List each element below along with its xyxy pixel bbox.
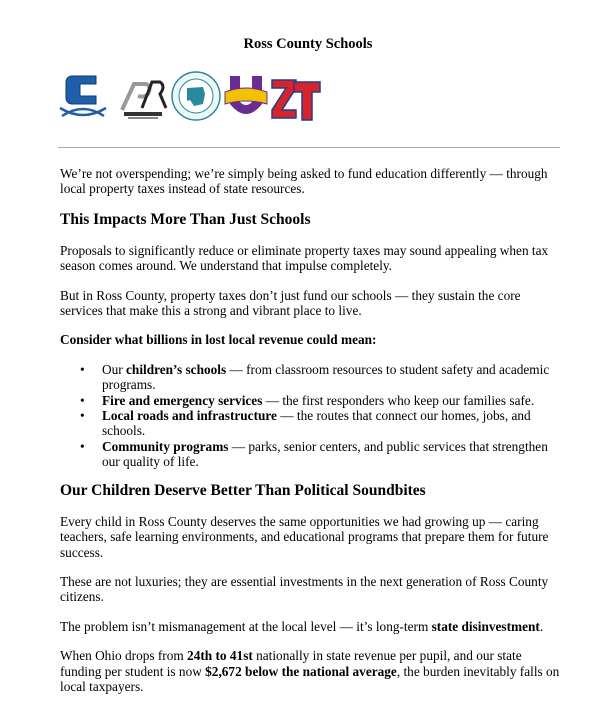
ross-pike-esc-logo <box>170 70 222 122</box>
list-item-community: • Community programs — parks, senior centers, and public services that strengthen our quality of life. <box>80 438 548 470</box>
paragraph-property-taxes: But in Ross County, property taxes don’t just fund our schools — they sustain the core services that make this a strong and vibrant place to live. <box>60 287 521 319</box>
paragraph-problem: The problem isn’t mismanagement at the local level — it’s long-term state disinvestment. <box>60 618 544 634</box>
bullet-icon: • <box>80 392 85 408</box>
bullet-icon: • <box>80 438 85 454</box>
paragraph-ohio-drops: When Ohio drops from 24th to 41st nationally in state revenue per pupil, and our state funding per student is now $2,672 below the national average, the burden inevitably falls on local taxpayers. <box>60 648 560 694</box>
horizontal-divider <box>58 147 560 148</box>
pickaway-ross-logo <box>116 76 168 122</box>
document-title: Ross County Schools <box>243 36 373 52</box>
list-item-fire: • Fire and emergency services — the first responders who keep our families safe. <box>80 392 535 408</box>
section-heading-impacts: This Impacts More Than Just Schools <box>60 210 311 228</box>
bullet-icon: • <box>80 361 85 377</box>
chillicothe-c-logo <box>58 68 108 124</box>
bullet-icon: • <box>80 408 85 424</box>
document-body <box>60 166 562 694</box>
paragraph-not-luxuries: These are not luxuries; they are essential investments in the next generation of Ross County citizens. <box>60 573 549 605</box>
section-heading-children: Our Children Deserve Better Than Political Soundbites <box>60 481 426 499</box>
school-logos-row <box>58 68 328 124</box>
services-list <box>60 362 562 470</box>
lead-consider: Consider what billions in lost local revenue could mean: <box>60 332 377 348</box>
union-shermans-logo <box>224 74 268 122</box>
list-item-roads: • Local roads and infrastructure — the routes that connect our homes, jobs, and schools. <box>80 408 531 439</box>
list-item-schools: • Our children’s schools — from classroom resources to student safety and academic programs. <box>80 361 550 393</box>
paragraph-every-child: Every child in Ross County deserves the same opportunities we had growing up — caring teachers, safe learning environments, and educational programs that prepare them for future success. <box>60 513 549 560</box>
intro-paragraph: We’re not overspending; we’re simply being asked to fund education differently — through local property taxes instead of state resources. <box>60 166 548 197</box>
zane-trace-logo <box>270 76 322 122</box>
paragraph-proposals: Proposals to significantly reduce or eliminate property taxes may sound appealing when tax season comes around. We understand that impulse completely. <box>60 242 549 274</box>
